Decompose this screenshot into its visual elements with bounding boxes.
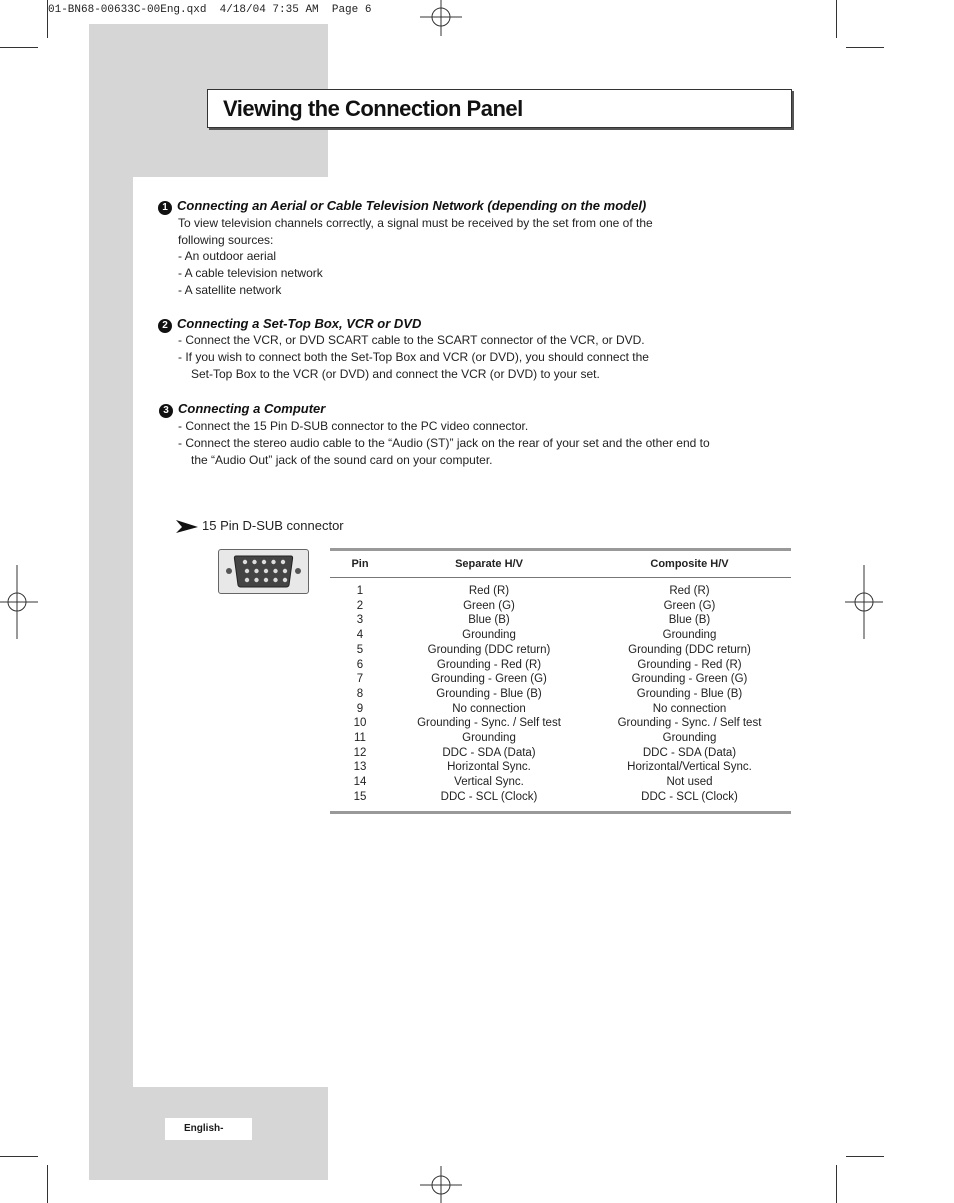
composite-hv-cell: Not used xyxy=(666,776,713,789)
separate-hv-cell: Grounding - Green (G) xyxy=(431,673,547,686)
separate-hv-cell: Grounding - Blue (B) xyxy=(436,687,542,700)
pin-table xyxy=(330,548,791,814)
pin-number-cell: 12 xyxy=(353,746,367,759)
table-row xyxy=(330,760,791,775)
composite-hv-cell: DDC - SDA (Data) xyxy=(642,746,737,759)
crop-mark xyxy=(846,47,884,48)
composite-hv-cell: Grounding - Red (R) xyxy=(637,658,742,671)
table-row xyxy=(330,613,791,628)
separate-hv-cell: DDC - SDA (Data) xyxy=(442,746,536,759)
table-row xyxy=(330,643,791,658)
composite-hv-cell: Grounding xyxy=(662,732,717,745)
page-title-box xyxy=(207,89,792,128)
section-heading: Connecting an Aerial or Cable Television Network (depending on the model) xyxy=(177,198,647,213)
table-row xyxy=(330,731,791,746)
list-item: - An outdoor aerial xyxy=(178,249,277,263)
pin-number-cell: 11 xyxy=(354,732,366,745)
table-row xyxy=(330,716,791,731)
list-item: - A cable television network xyxy=(178,266,323,280)
table-row xyxy=(330,790,791,812)
pin-number-cell: 5 xyxy=(356,643,364,656)
column-header-separate: Separate H/V xyxy=(390,550,588,578)
list-item: - Connect the VCR, or DVD SCART cable to the SCART connector of the VCR, or DVD. xyxy=(178,333,645,347)
list-item: - Connect the 15 Pin D-SUB connector to the PC video connector. xyxy=(178,419,529,433)
crop-mark xyxy=(0,1156,38,1157)
connector-caption: 15 Pin D-SUB connector xyxy=(202,518,344,533)
separate-hv-cell: Horizontal Sync. xyxy=(447,761,531,774)
separate-hv-cell: Red (R) xyxy=(468,585,510,597)
pin-number-cell: 1 xyxy=(356,585,364,597)
composite-hv-cell: No connection xyxy=(652,702,727,715)
composite-hv-cell: Red (R) xyxy=(669,585,710,597)
list-item: - If you wish to connect both the Set-Top Box and VCR (or DVD), you should connect the xyxy=(178,350,649,364)
registration-mark-icon xyxy=(420,1166,462,1203)
registration-mark-icon xyxy=(0,565,38,639)
sidebar-band xyxy=(89,177,133,1180)
separate-hv-cell: Grounding - Sync. / Self test xyxy=(417,717,561,730)
pin-number-cell: 2 xyxy=(356,599,364,612)
section-text: following sources: xyxy=(178,233,274,247)
separate-hv-cell: Grounding (DDC return) xyxy=(427,643,551,656)
separate-hv-cell: Vertical Sync. xyxy=(454,776,524,789)
composite-hv-cell: Grounding xyxy=(662,629,717,642)
pin-number-cell: 3 xyxy=(356,614,364,627)
table-row xyxy=(330,599,791,614)
crop-mark xyxy=(846,1156,884,1157)
pin-number-cell: 8 xyxy=(356,687,364,700)
column-header-pin: Pin xyxy=(330,550,390,578)
section-heading: Connecting a Computer xyxy=(178,401,326,416)
pin-number-cell: 9 xyxy=(356,702,364,715)
table-row xyxy=(330,672,791,687)
table-row xyxy=(330,658,791,673)
composite-hv-cell: Horizontal/Vertical Sync. xyxy=(627,761,752,774)
list-item: - A satellite network xyxy=(178,283,282,297)
composite-hv-cell: Green (G) xyxy=(663,599,716,612)
separate-hv-cell: DDC - SCL (Clock) xyxy=(390,790,588,812)
crop-mark xyxy=(836,1165,837,1203)
footer-language-label: English- xyxy=(165,1118,252,1140)
step-number-2-icon: 2 xyxy=(158,319,172,333)
registration-mark-icon xyxy=(420,0,462,36)
separate-hv-cell: Green (G) xyxy=(463,599,515,612)
crop-mark xyxy=(0,47,38,48)
composite-hv-cell: Grounding (DDC return) xyxy=(628,643,751,656)
table-row xyxy=(330,702,791,717)
pin-number-cell: 14 xyxy=(353,776,367,789)
list-item: - Connect the stereo audio cable to the “Audio (ST)” jack on the rear of your set and the other end to xyxy=(178,436,710,450)
pin-number-cell: 15 xyxy=(330,790,390,812)
step-number-1-icon: 1 xyxy=(158,201,172,215)
table-row xyxy=(330,775,791,790)
separate-hv-cell: Grounding - Red (R) xyxy=(436,658,542,671)
table-row xyxy=(330,628,791,643)
arrow-note-icon xyxy=(176,518,198,534)
pin-number-cell: 10 xyxy=(353,717,367,730)
column-header-composite: Composite H/V xyxy=(588,550,791,578)
list-item: the “Audio Out” jack of the sound card on your computer. xyxy=(191,453,493,467)
composite-hv-cell: Grounding - Sync. / Self test xyxy=(617,717,762,730)
table-header-row xyxy=(330,550,791,578)
dsub-connector-icon xyxy=(219,550,308,593)
pin-number-cell: 6 xyxy=(356,658,364,671)
composite-hv-cell: Blue (B) xyxy=(668,614,711,627)
page-title: Viewing the Connection Panel xyxy=(223,96,523,121)
table-row xyxy=(330,746,791,761)
table-row xyxy=(330,578,791,599)
separate-hv-cell: Grounding xyxy=(462,732,516,745)
step-number-3-icon: 3 xyxy=(159,404,173,418)
composite-hv-cell: Grounding - Blue (B) xyxy=(636,687,743,700)
print-slug: 01-BN68-00633C-00Eng.qxd 4/18/04 7:35 AM Page 6 xyxy=(48,4,372,16)
pin-number-cell: 7 xyxy=(356,673,364,686)
registration-mark-icon xyxy=(845,565,883,639)
crop-mark xyxy=(836,0,837,38)
section-text: To view television channels correctly, a signal must be received by the set from one of the xyxy=(178,216,653,230)
dsub-connector-image xyxy=(218,549,309,594)
separate-hv-cell: Grounding xyxy=(462,629,516,642)
pin-number-cell: 13 xyxy=(353,761,367,774)
table-row xyxy=(330,687,791,702)
separate-hv-cell: No connection xyxy=(452,702,526,715)
composite-hv-cell: DDC - SCL (Clock) xyxy=(588,790,791,812)
list-item: Set-Top Box to the VCR (or DVD) and connect the VCR (or DVD) to your set. xyxy=(191,367,600,381)
separate-hv-cell: Blue (B) xyxy=(468,614,510,627)
crop-mark xyxy=(47,1165,48,1203)
pin-number-cell: 4 xyxy=(356,629,364,642)
composite-hv-cell: Grounding - Green (G) xyxy=(631,673,748,686)
section-heading: Connecting a Set-Top Box, VCR or DVD xyxy=(177,316,422,331)
